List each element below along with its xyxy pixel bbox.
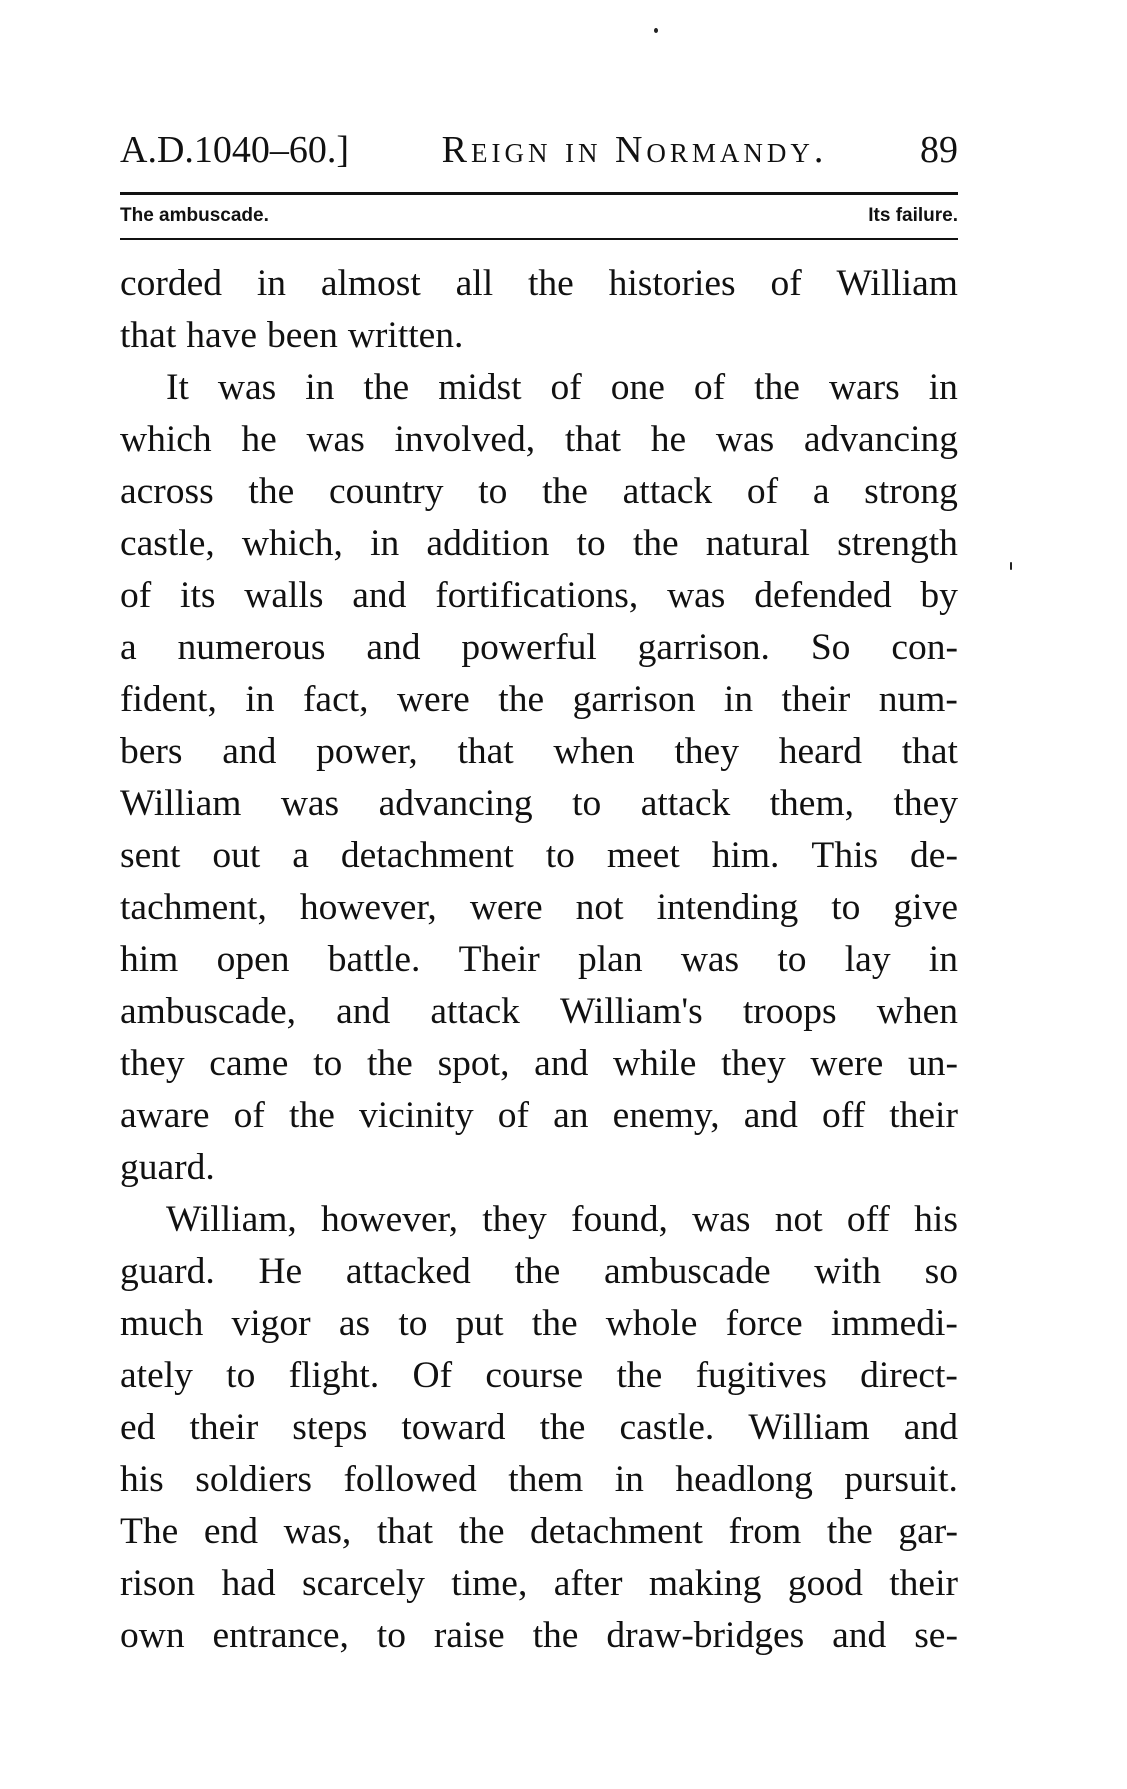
word: steps	[292, 1407, 368, 1448]
word: plan	[578, 939, 643, 980]
word: bers	[120, 731, 183, 772]
word: they	[120, 1043, 185, 1084]
word: advancing	[803, 419, 958, 460]
word: when	[553, 731, 635, 772]
word: ately	[120, 1355, 193, 1396]
word: and	[222, 731, 277, 772]
word: their	[781, 679, 851, 720]
word: in	[928, 367, 958, 408]
header-rule-bottom	[120, 238, 958, 240]
word: un-	[907, 1043, 958, 1084]
word: time,	[451, 1563, 528, 1604]
word: a	[292, 835, 309, 876]
word: they	[721, 1043, 786, 1084]
word: them	[508, 1459, 584, 1500]
word: in	[723, 679, 754, 720]
word: vicinity	[359, 1095, 474, 1136]
body-line	[120, 1298, 958, 1350]
word: their	[189, 1407, 259, 1448]
word: ed	[120, 1407, 156, 1448]
word: and	[352, 575, 407, 616]
word: direct-	[860, 1355, 958, 1396]
word: pursuit.	[844, 1459, 958, 1500]
word: his	[914, 1199, 958, 1240]
word: the	[532, 1615, 579, 1656]
word: have	[186, 315, 258, 356]
word: they	[893, 783, 958, 824]
word: that	[457, 731, 514, 772]
body-line	[120, 882, 958, 934]
word: walls	[244, 575, 324, 616]
word: de-	[910, 835, 958, 876]
word: was	[680, 939, 740, 980]
word: of	[550, 367, 582, 408]
body-line	[120, 1194, 958, 1246]
word: end	[203, 1511, 259, 1552]
word: by	[920, 575, 958, 616]
word: draw-bridges	[606, 1615, 805, 1656]
word: the	[289, 1095, 335, 1136]
word: was	[715, 419, 775, 460]
word: that	[376, 1511, 434, 1552]
word: soldiers	[195, 1459, 312, 1500]
word: strong	[864, 471, 958, 512]
word: much	[120, 1303, 204, 1344]
word: entrance,	[212, 1615, 349, 1656]
word: garrison.	[637, 627, 770, 668]
word: not	[774, 1199, 823, 1240]
word: This	[811, 835, 879, 876]
word: heard	[778, 731, 862, 772]
word: se-	[914, 1615, 958, 1656]
body-line	[120, 726, 958, 778]
word: the	[616, 1355, 663, 1396]
word: in	[614, 1459, 644, 1500]
word: castle.	[619, 1407, 715, 1448]
word: of	[497, 1095, 529, 1136]
word: open	[216, 939, 290, 980]
word: vigor	[231, 1303, 311, 1344]
word: histories	[608, 263, 736, 304]
running-head	[120, 120, 958, 180]
word: were	[396, 679, 470, 720]
word: its	[180, 575, 216, 616]
word: country	[328, 471, 444, 512]
word: strength	[837, 523, 958, 564]
word: across	[120, 471, 214, 512]
word: wars	[828, 367, 900, 408]
word: he	[241, 419, 277, 460]
word: attack	[640, 783, 731, 824]
word: enemy,	[612, 1095, 720, 1136]
word: and	[336, 991, 391, 1032]
word: attack	[622, 471, 713, 512]
word: which,	[241, 523, 343, 564]
word: the	[542, 471, 588, 512]
word: with	[814, 1251, 881, 1292]
word: their	[889, 1095, 958, 1136]
body-line	[120, 1610, 958, 1662]
word: to	[478, 471, 508, 512]
word: num-	[878, 679, 958, 720]
word: in	[370, 523, 400, 564]
word: they	[482, 1199, 547, 1240]
body-line	[120, 830, 958, 882]
word: rison	[120, 1563, 195, 1604]
word: William's	[560, 991, 703, 1032]
word: So	[810, 627, 851, 668]
ink-speck-right	[1010, 562, 1012, 570]
word: to	[777, 939, 807, 980]
word: the	[754, 367, 800, 408]
running-head-title: Reign in Normandy.	[441, 129, 828, 171]
word: however,	[299, 887, 437, 928]
word: was	[280, 783, 340, 824]
sidenote-right: Its failure.	[868, 205, 958, 226]
word: lay	[844, 939, 891, 980]
word: in	[928, 939, 958, 980]
word: of	[693, 367, 726, 408]
word: of	[233, 1095, 265, 1136]
body-line	[120, 466, 958, 518]
word: came	[209, 1043, 289, 1084]
word: to	[545, 835, 575, 876]
word: spot,	[437, 1043, 510, 1084]
word: the	[363, 367, 410, 408]
word: written.	[347, 315, 464, 356]
word: a	[120, 627, 137, 668]
word: fortifications,	[435, 575, 639, 616]
word: to	[376, 1615, 406, 1656]
word: as	[338, 1303, 371, 1344]
word: tachment,	[120, 887, 267, 928]
word: and	[903, 1407, 958, 1448]
word: in	[245, 679, 275, 720]
word: out	[212, 835, 261, 876]
word: to	[313, 1043, 343, 1084]
word: that	[901, 731, 958, 772]
word: give	[893, 887, 958, 928]
word: he	[650, 419, 687, 460]
word: were	[469, 887, 543, 928]
word: William,	[166, 1199, 297, 1240]
word: that	[564, 419, 622, 460]
word: of	[746, 471, 779, 512]
word: William	[836, 263, 958, 304]
word: after	[553, 1563, 623, 1604]
word: defended	[754, 575, 892, 616]
word: and	[366, 627, 421, 668]
word: detachment	[340, 835, 514, 876]
word: castle,	[120, 523, 215, 564]
ink-speck-top	[654, 28, 658, 33]
word: their	[889, 1563, 958, 1604]
word: con-	[891, 627, 958, 668]
word: the	[514, 1251, 561, 1292]
word: William	[120, 783, 242, 824]
body-line	[120, 362, 958, 414]
word: which	[120, 419, 212, 460]
word: flight.	[288, 1355, 380, 1396]
word: midst	[438, 367, 522, 408]
body-line	[120, 570, 958, 622]
word: however,	[321, 1199, 458, 1240]
word: to	[398, 1303, 428, 1344]
word: raise	[433, 1615, 505, 1656]
header-rule-top	[120, 192, 958, 195]
word: guard.	[120, 1147, 215, 1188]
body-line	[120, 934, 958, 986]
word: while	[613, 1043, 697, 1084]
word: followed	[343, 1459, 477, 1500]
word: powerful	[461, 627, 597, 668]
body-line	[120, 518, 958, 570]
word: power,	[316, 731, 418, 772]
body-line	[120, 1246, 958, 1298]
word: in	[305, 367, 335, 408]
word: the	[498, 679, 545, 720]
body-text	[120, 258, 958, 1662]
word: making	[648, 1563, 762, 1604]
word: whole	[605, 1303, 698, 1344]
word: was	[692, 1199, 751, 1240]
word: He	[258, 1251, 303, 1292]
word: been	[267, 315, 338, 356]
word: all	[455, 263, 494, 304]
word: good	[787, 1563, 863, 1604]
word: intending	[656, 887, 799, 928]
word: headlong	[675, 1459, 813, 1500]
word: The	[120, 1511, 179, 1552]
word: corded	[120, 263, 223, 304]
word: fugitives	[695, 1355, 827, 1396]
word: was	[306, 419, 365, 460]
word: aware	[120, 1095, 210, 1136]
word: attack	[430, 991, 520, 1032]
word: of	[120, 575, 152, 616]
word: gar-	[898, 1511, 958, 1552]
word: scarcely	[302, 1563, 425, 1604]
word: battle.	[327, 939, 421, 980]
word: and	[743, 1095, 798, 1136]
sidenote-left: The ambuscade.	[120, 205, 269, 226]
word: not	[575, 887, 624, 928]
word: natural	[705, 523, 810, 564]
word: the	[531, 1303, 578, 1344]
word: him	[120, 939, 179, 980]
word: ambuscade,	[120, 991, 296, 1032]
word: toward	[401, 1407, 506, 1448]
word: to	[576, 523, 606, 564]
word: immedi-	[830, 1303, 958, 1344]
word: his	[120, 1459, 164, 1500]
word: when	[876, 991, 958, 1032]
body-line	[120, 1350, 958, 1402]
word: own	[120, 1615, 185, 1656]
body-line	[120, 310, 958, 362]
word: the	[632, 523, 679, 564]
word: had	[221, 1563, 276, 1604]
word: detachment	[530, 1511, 703, 1552]
word: to	[226, 1355, 256, 1396]
word: the	[527, 263, 574, 304]
body-line	[120, 1038, 958, 1090]
word: ambuscade	[604, 1251, 771, 1292]
word: that	[120, 315, 177, 356]
word: in	[256, 263, 287, 304]
body-line	[120, 258, 958, 310]
body-line	[120, 1454, 958, 1506]
word: so	[924, 1251, 958, 1292]
word: off	[822, 1095, 866, 1136]
word: off	[846, 1199, 890, 1240]
body-line	[120, 622, 958, 674]
word: of	[770, 263, 802, 304]
word: was	[667, 575, 726, 616]
word: them,	[769, 783, 854, 824]
word: found,	[571, 1199, 668, 1240]
body-line	[120, 414, 958, 466]
body-line	[120, 1402, 958, 1454]
word: fact,	[302, 679, 369, 720]
word: a	[812, 471, 830, 512]
word: were	[810, 1043, 884, 1084]
word: and	[534, 1043, 589, 1084]
body-line	[120, 674, 958, 726]
body-line	[120, 1506, 958, 1558]
word: the	[367, 1043, 413, 1084]
word: was,	[283, 1511, 352, 1552]
word: numerous	[177, 627, 326, 668]
word: sent	[120, 835, 181, 876]
word: was	[217, 367, 277, 408]
word: force	[725, 1303, 803, 1344]
word: Of	[412, 1355, 453, 1396]
word: to	[572, 783, 602, 824]
body-line	[120, 986, 958, 1038]
word: attacked	[345, 1251, 471, 1292]
word: involved,	[394, 419, 536, 460]
word: they	[674, 731, 739, 772]
word: and	[832, 1615, 887, 1656]
body-line	[120, 1558, 958, 1610]
word: advancing	[378, 783, 533, 824]
body-line	[120, 1142, 958, 1194]
word: from	[728, 1511, 802, 1552]
word: fident,	[120, 679, 217, 720]
word: an	[553, 1095, 589, 1136]
word: him.	[711, 835, 780, 876]
sidenote-bar	[120, 198, 958, 234]
word: to	[831, 887, 861, 928]
word: put	[455, 1303, 504, 1344]
word: William	[748, 1407, 870, 1448]
word: course	[485, 1355, 584, 1396]
body-line	[120, 1090, 958, 1142]
word: meet	[606, 835, 680, 876]
word: the	[248, 471, 295, 512]
word: the	[826, 1511, 873, 1552]
word: the	[539, 1407, 586, 1448]
body-line	[120, 778, 958, 830]
word: guard.	[120, 1251, 215, 1292]
page-number: 89	[919, 129, 958, 171]
word: It	[166, 367, 189, 408]
running-head-date: A.D.1040–60.]	[120, 129, 350, 171]
word: almost	[320, 263, 421, 304]
word: one	[610, 367, 665, 408]
word: garrison	[572, 679, 696, 720]
word: addition	[426, 523, 550, 564]
word: Their	[458, 939, 540, 980]
word: the	[458, 1511, 505, 1552]
word: troops	[742, 991, 837, 1032]
